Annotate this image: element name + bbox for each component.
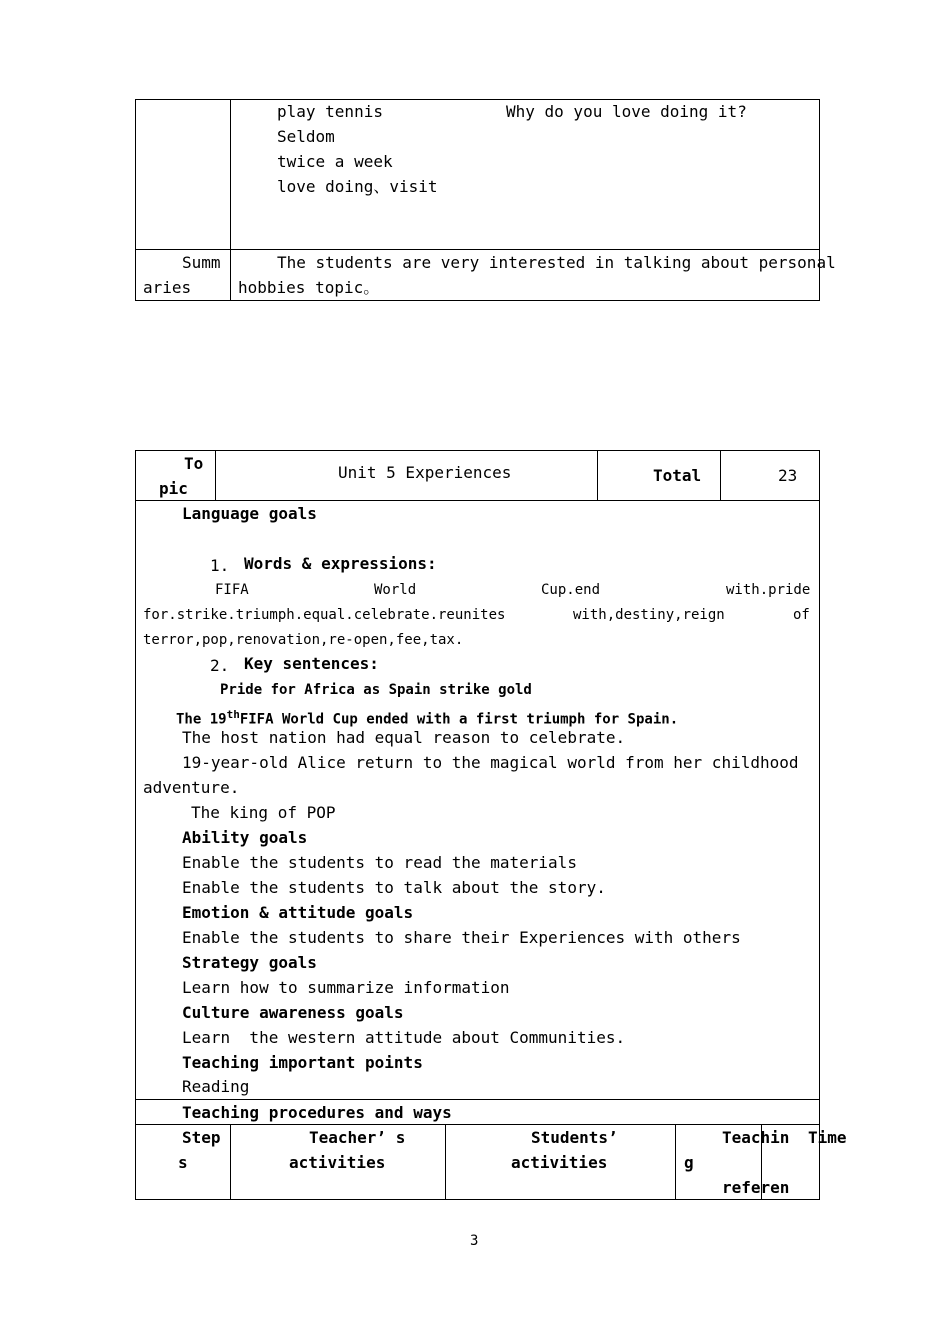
words-text: with.pride xyxy=(726,582,811,598)
key-sentence: 19-year-old Alice return to the magical world from her childhood xyxy=(182,753,799,772)
col-header-reference: g xyxy=(684,1153,694,1172)
list-number: 2. xyxy=(210,656,230,675)
header-col-divider xyxy=(215,450,216,501)
key-sentence: The 19thFIFA World Cup ended with a first triumph for Spain. xyxy=(176,708,679,728)
section-heading: Emotion & attitude goals xyxy=(182,903,414,922)
goal-text: Learn how to summarize information xyxy=(182,978,510,997)
summaries-text: hobbies topic。 xyxy=(238,278,380,297)
table2-left-border xyxy=(135,450,136,1200)
table2-bottom-border xyxy=(135,1199,820,1200)
table1-top-border xyxy=(135,99,820,100)
col-header-time: Time xyxy=(808,1128,847,1147)
table2-top-border xyxy=(135,450,820,451)
table1-bottom-border xyxy=(135,300,820,301)
header-col-divider xyxy=(597,450,598,501)
key-sentence: The host nation had equal reason to celebrate. xyxy=(182,728,626,747)
col-header-students: Students’ xyxy=(531,1128,618,1147)
col-header-reference: referen xyxy=(722,1178,790,1197)
table1-row-divider xyxy=(135,249,820,250)
goal-text: Enable the students to read the materials xyxy=(182,853,577,872)
procedures-col-divider xyxy=(445,1124,446,1200)
table2-right-border xyxy=(819,450,820,1200)
words-text: terror,pop,renovation,re-open,fee,tax. xyxy=(143,632,464,648)
vocab-item: love doing、visit xyxy=(277,177,438,196)
goal-text: Enable the students to share their Experiences with others xyxy=(182,928,741,947)
vocab-item: twice a week xyxy=(277,152,393,171)
summaries-label: Summ xyxy=(182,253,221,272)
total-value: 23 xyxy=(778,466,798,485)
topic-label: To xyxy=(184,454,204,473)
vocab-item: play tennis xyxy=(277,102,383,121)
total-label: Total xyxy=(653,466,702,485)
vocab-item: Seldom xyxy=(277,127,335,146)
header-col-divider xyxy=(720,450,721,501)
goal-text: Enable the students to talk about the story. xyxy=(182,878,606,897)
section-heading: Culture awareness goals xyxy=(182,1003,404,1022)
subheading: Key sentences: xyxy=(244,654,379,673)
topic-label: pic xyxy=(159,479,188,498)
words-text: with,destiny,reign xyxy=(573,607,725,623)
table1-col-divider xyxy=(230,99,231,301)
discussion-question: Why do you love doing it? xyxy=(506,102,747,121)
procedures-col-divider xyxy=(230,1124,231,1200)
section-heading: Ability goals xyxy=(182,828,308,847)
col-header-steps: Step xyxy=(182,1128,221,1147)
words-text: World xyxy=(374,582,417,598)
section-heading: Teaching important points xyxy=(182,1053,423,1072)
procedures-heading: Teaching procedures and ways xyxy=(182,1103,452,1122)
section-heading: Strategy goals xyxy=(182,953,317,972)
table2-content-divider xyxy=(135,1099,820,1100)
table1-left-border xyxy=(135,99,136,301)
unit-title: Unit 5 Experiences xyxy=(338,463,512,482)
words-text: FIFA xyxy=(215,582,249,598)
col-header-teacher: Teacher’ s xyxy=(309,1128,406,1147)
procedures-col-divider xyxy=(675,1124,676,1200)
summaries-label: aries xyxy=(143,278,192,297)
goal-text: Reading xyxy=(182,1077,250,1096)
key-sentence: The king of POP xyxy=(191,803,336,822)
summaries-text: The students are very interested in talking about personal xyxy=(277,253,836,272)
words-text: Cup.end xyxy=(541,582,601,598)
section-heading: Language goals xyxy=(182,504,317,523)
col-header-teacher: activities xyxy=(289,1153,386,1172)
table2-procedures-divider xyxy=(135,1124,820,1125)
subheading: Words & expressions: xyxy=(244,554,437,573)
list-number: 1. xyxy=(210,556,230,575)
key-sentence: Pride for Africa as Spain strike gold xyxy=(220,682,532,698)
key-sentence: adventure. xyxy=(143,778,240,797)
goal-text: Learn the western attitude about Communities. xyxy=(182,1028,626,1047)
col-header-reference: Teachin xyxy=(722,1128,790,1147)
words-text: for.strike.triumph.equal.celebrate.reunites xyxy=(143,607,506,623)
col-header-students: activities xyxy=(511,1153,608,1172)
page-number: 3 xyxy=(470,1233,479,1249)
col-header-steps: s xyxy=(178,1153,188,1172)
table2-header-divider xyxy=(135,500,820,501)
words-text: of xyxy=(793,607,810,623)
